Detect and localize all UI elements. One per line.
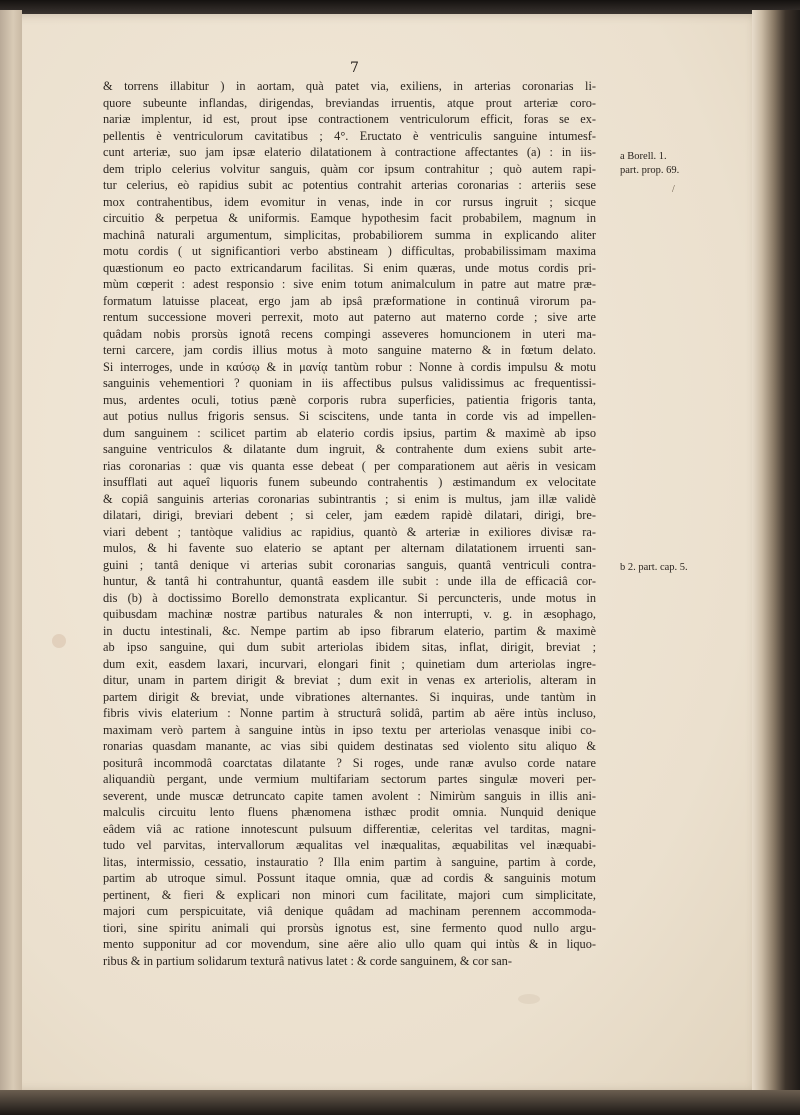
scan-top-border bbox=[0, 0, 800, 14]
text-line: fibris vivis elaterium : Nonne partim à structurâ solidâ, partim ab aëre intùs incluso, bbox=[103, 706, 596, 720]
text-line: terni carcere, jam cordis illius motus à moto sanguine materno & in fœtum delato. bbox=[103, 343, 596, 357]
paper-stain bbox=[518, 994, 540, 1004]
text-line: pellentis è ventriculorum cavitatibus ; 4°. Eructato è ventriculis sanguine intumesf- bbox=[103, 128, 596, 143]
text-line: rias coronarias : quæ vis quanta esse debeat ( per comparationem aut aëris in vesicam bbox=[103, 458, 596, 473]
marginal-note-b: b 2. part. cap. 5. bbox=[620, 562, 688, 573]
text-line: dilatari, dirigi, breviari debent ; si celer, jam eædem rapidè dilatari, dirigi, bre- bbox=[103, 508, 596, 522]
text-line: mulos, & hi favente suo elaterio se aptant per alternam dilatationem irruenti san- bbox=[103, 541, 596, 555]
text-line: formatum latuisse placeat, ergo jam ab ipsâ præformatione in continuâ virorum pa- bbox=[103, 293, 596, 308]
text-line: mox contrahentibus, idem evomitur in venas, inde in cor rursus ingruit ; sicque bbox=[103, 194, 596, 209]
text-line: Si interroges, unde in καύσῳ & in μανίᾳ tantùm robur : Nonne à cordis impulsu & motu bbox=[103, 359, 596, 374]
text-line: mus, ardentes oculi, totius pænè corporis rubra superficies, patientia frigoris tanta, bbox=[103, 392, 596, 407]
text-line: dis (b) à doctissimo Borello demonstrata explicantur. Si percuncteris, unde motus in bbox=[103, 590, 596, 605]
text-line: & copiâ sanguinis arterias coronarias subintrantis ; si enim is multus, jam illæ validè bbox=[103, 491, 596, 506]
text-line: viari debent ; tantòque validius ac rapidius, quantò & arteriæ in exiliores divisæ ra- bbox=[103, 524, 596, 539]
text-line: mento supponitur ad cor movendum, sine aëre alio ullo quam qui intùs & in liquo- bbox=[103, 937, 596, 951]
text-line: quâdam nobis prorsùs ignotâ recens compingi asseveres homuncionem in uteri ma- bbox=[103, 326, 596, 341]
text-line: aliquandiù pergant, unde vermium multifariam sectorum partes singulæ moveri per- bbox=[103, 772, 596, 786]
margin-mark: / bbox=[672, 184, 675, 195]
left-page-edge bbox=[0, 10, 22, 1100]
text-line: positurâ incommodâ coarctatas dilatante ? Si roges, unde ranæ avulso corde natare bbox=[103, 755, 596, 770]
text-line: quore subeunte inflandas, dirigendas, breviandas irruentis, atque prout arteriæ coro- bbox=[103, 95, 596, 110]
text-line: machinâ naturali argumentum, simplicitas, probabiliorem summa in explicando aliter bbox=[103, 227, 596, 242]
marginal-note-a-line: a Borell. 1. bbox=[620, 151, 667, 162]
text-line: & torrens illabitur ) in aortam, quà patet via, exiliens, in arterias coronarias li- bbox=[103, 79, 596, 93]
text-line: dum exit, easdem laxari, incurvari, elongari finit ; quinetiam dum arteriolas ingre- bbox=[103, 656, 596, 671]
text-line: motu cordis ( ut significantiori verbo abstineam ) difficultas, probabilissimam maxima bbox=[103, 244, 596, 258]
text-line: litas, intermissio, cessatio, instauratio ? Illa enim partim à sanguine, partim à corde, bbox=[103, 854, 596, 869]
text-line: mùm cœperit : adest responsio : sive enim totum animalculum in patre aut matre præ- bbox=[103, 277, 596, 291]
text-line: dum sanguinem : scilicet partim ab elaterio cordis ipsius, partim & maximè ab ipso bbox=[103, 425, 596, 440]
text-line: severent, unde muscæ detruncato capite tamen avolent : Nimirùm sanguis in illis ani- bbox=[103, 788, 596, 803]
text-line: guini ; tantâ denique vi arterias subit coronarias sanguis, quantâ ventriculi contra- bbox=[103, 557, 596, 572]
marginal-note-a bbox=[620, 150, 679, 178]
text-line: tur celerius, eò rapidius subit ac potentius contrahit arterias coronarias : arteriis sese bbox=[103, 178, 596, 192]
text-line: quibusdam machinæ nostræ partibus naturales & non interrupti, v. g. in æsophago, bbox=[103, 607, 596, 621]
text-line: sanguine ventriculos & dilatante dum ingruit, & contrahente dum exiens subit arte- bbox=[103, 442, 596, 456]
text-line: rentum successione moveri perrexit, moto aut paterno aut materno corde ; sive arte bbox=[103, 310, 596, 324]
text-line: partim ab utroque simul. Possunt itaque omnia, quæ ad cordis & sanguinis motum bbox=[103, 871, 596, 885]
text-line: eâdem viâ ac ratione innotescunt pulsuum differentiæ, celeritas vel tarditas, magni- bbox=[103, 821, 596, 836]
text-line: tudo vel parvitas, intervallorum æqualitas vel inæqualitas, æquabilitas vel inæquabi- bbox=[103, 838, 596, 852]
text-line: ditur, unam in partem dirigit & breviat ; dum exit in venas ex arteriolis, alteram in bbox=[103, 673, 596, 687]
page-number: 7 bbox=[350, 60, 359, 76]
text-line: tiori, sine spiritu animali qui prorsùs ignotus est, sine fermento quod nullo argu- bbox=[103, 920, 596, 935]
text-line: sanguinis vehementiori ? quoniam in iis affectibus pulsus validissimus ac frequentissi- bbox=[103, 376, 596, 390]
text-line: malculis circuitu lento fluens phænomena isthæc prodit omnia. Nunquid denique bbox=[103, 805, 596, 819]
text-line: aut potius nullus frigoris sensus. Si sciscitens, unde tanta in corde vis ad impellen- bbox=[103, 409, 596, 423]
text-line: circuitio & perpetua & uniformis. Eamque hypothesim facit probabilem, magnum in bbox=[103, 211, 596, 225]
text-line: majori cum perspicuitate, viâ denique quâdam ad machinam perennem accommoda- bbox=[103, 904, 596, 918]
text-line: ab ipso sanguine, qui dum subit arteriolas ibidem sitas, inflat, dirigit, breviat ; bbox=[103, 640, 596, 654]
text-line: nariæ implentur, id est, prout ipse contractionem ventriculorum efficit, foras se ex- bbox=[103, 112, 596, 126]
text-line: cunt arteriæ, suo jam ipsæ elaterio dilatationem à contractione affectantes (a) : in iis- bbox=[103, 145, 596, 159]
text-line: ribus & in partium solidarum texturâ nativus latet : & corde sanguinem, & cor san- bbox=[103, 953, 512, 968]
body-text bbox=[103, 78, 596, 969]
marginal-note-a-line: part. prop. 69. bbox=[620, 165, 680, 176]
paper-stain bbox=[52, 634, 66, 648]
text-line: insufflati aut aqueî liquoris funem subeundo contrahentis ) æstimandum ex velocitate bbox=[103, 475, 596, 489]
text-line: ronarias quasdam manante, ac vias sibi quidem destinatas sed violento situ aliquo & bbox=[103, 739, 596, 753]
text-line: partem dirigit & breviat, unde vibrationes alternantes. Si inquiras, unde tantùm in bbox=[103, 689, 596, 704]
text-line: pertinent, & fieri & explicari non minori cum facilitate, majori cum simplicitate, bbox=[103, 887, 596, 902]
text-line: dem triplo celerius volvitur sanguis, quàm cor ipsum contrahitur ; quò autem rapi- bbox=[103, 161, 596, 176]
text-line: quæstionum eo pacto extricandarum facilitas. Si enim quæras, unde motus cordis pri- bbox=[103, 260, 596, 275]
scan-bottom-border bbox=[0, 1090, 800, 1115]
book-spine bbox=[752, 10, 800, 1115]
text-line: maximam verò partem à sanguine intùs in ipso textu per arteriolas venasque inibi co- bbox=[103, 722, 596, 737]
text-line: in ductu intestinali, &c. Nempe partim ab ipso fibrarum elaterio, partim & maximè bbox=[103, 623, 596, 638]
text-line: huntur, & tantâ hi contrahuntur, quantâ easdem ille subit : unde illa de efficaciâ cor- bbox=[103, 574, 596, 588]
